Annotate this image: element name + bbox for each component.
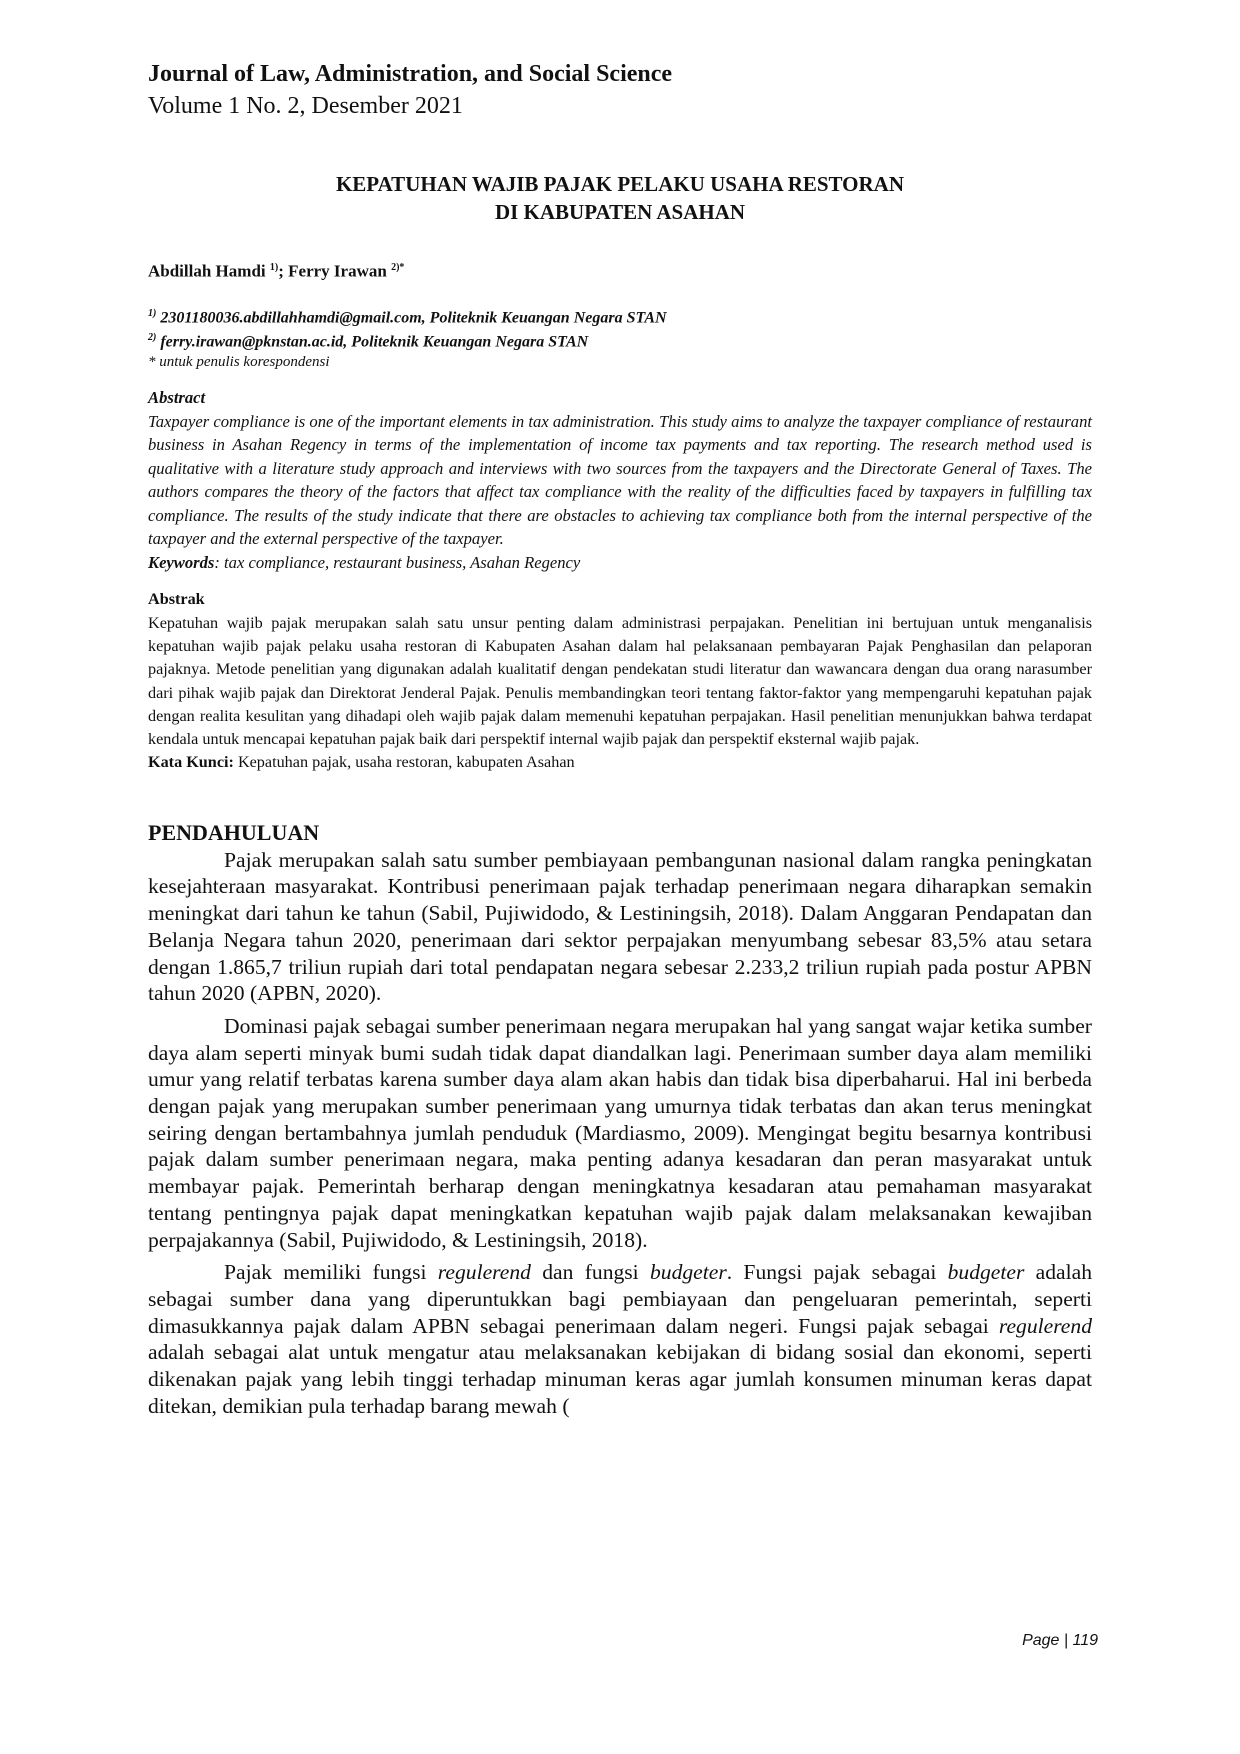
text-run: Pajak memiliki fungsi: [224, 1260, 438, 1285]
paper-title-line-1: KEPATUHAN WAJIB PAJAK PELAKU USAHA RESTORAN: [335, 172, 905, 196]
affiliation-mark: 1): [148, 307, 157, 319]
body-paragraph-2: Dominasi pajak sebagai sumber penerimaan negara merupakan hal yang sangat wajar ketika sumber daya alam seperti minyak bumi sudah tidak dapat diandalkan lagi. Penerimaan sumber daya alam memiliki umur yang relatif terbatas karena sumber daya alam akan habis dan tidak bisa diperbaharui. Hal ini berbeda dengan pajak yang merupakan sumber penerimaan yang umurnya tidak terbatas dan akan terus meningkat seiring dengan bertambahnya jumlah penduduk (Mardiasmo, 2009). Mengingat begitu besarnya kontribusi pajak dalam sumber penerimaan negara, maka penting adanya kesadaran dan peran masyarakat untuk membayar pajak. Pemerintah berharap dengan meningkatnya kesadaran atau pemahaman masyarakat tentang pentingnya pajak dapat meningkatkan kepatuhan wajib pajak dalam melaksanakan kewajiban perpajakannya (Sabil, Pujiwidodo, & Lestiningsih, 2018).: [148, 1013, 1092, 1252]
author-affiliation-mark: 1): [269, 262, 279, 273]
journal-title: Journal of Law, Administration, and Social Science: [148, 61, 673, 87]
italic-term: regulerend: [437, 1260, 531, 1285]
italic-term: regulerend: [998, 1313, 1092, 1338]
keywords-line: [148, 551, 1092, 575]
author-separator: ;: [278, 261, 289, 281]
abstract-body: Taxpayer compliance is one of the important elements in tax administration. This study aims to analyze the taxpayer compliance of restaurant business in Asahan Regency in terms of the implementation of income tax payments and tax reporting. The research method used is qualitative with a literature study approach and interviews with two sources from the taxpayers and the Directorate General of Taxes. The authors compares the theory of the factors that affect tax compliance with the reality of the difficulties faced by taxpayers in fulfilling tax compliance. The results of the study indicate that there are obstacles to achieving tax compliance both from the internal perspective of the taxpayer and the external perspective of the taxpayer.: [148, 411, 1092, 549]
abstrak-body: Kepatuhan wajib pajak merupakan salah satu unsur penting dalam administrasi perpajakan. Penelitian ini bertujuan untuk menganalisis kepatuhan wajib pajak pelaku usaha restoran di Kabupaten Asahan dalam hal pelaksanaan pembayaran Pajak Penghasilan dan pelaporan pajaknya. Metode penelitian yang digunakan adalah kualitatif dengan pendekatan studi literatur dan wawancara dengan dua orang narasumber dari pihak wajib pajak dan Direktorat Jenderal Pajak. Penulis membandingkan teori tentang faktor-faktor yang mempengaruhi kepatuhan pajak dengan realita kesulitan yang dihadapi oleh wajib pajak dalam memenuhi kepatuhan perpajakan. Hasil penelitian menunjukkan bahwa terdapat kendala untuk mencapai kepatuhan pajak baik dari perspektif internal wajib pajak dan perspektif eksternal wajib pajak.: [148, 613, 1092, 749]
author-name: Ferry Irawan: [288, 261, 387, 281]
abstract-english: [148, 386, 1092, 574]
author-list: [148, 256, 1092, 284]
paper-title-line-2: DI KABUPATEN ASAHAN: [494, 200, 746, 224]
affiliation-text: ferry.irawan@pknstan.ac.id, Politeknik Keuangan Negara STAN: [160, 333, 589, 351]
paper-title: [148, 170, 1092, 226]
corresponding-author-note: * untuk penulis korespondensi: [148, 354, 330, 371]
text-run: . Fungsi pajak sebagai: [726, 1260, 948, 1285]
abstract-indonesian: [148, 588, 1092, 774]
page-number: Page | 119: [1022, 1632, 1098, 1649]
italic-term: budgeter: [947, 1260, 1025, 1285]
section-heading: PENDAHULUAN: [148, 819, 320, 845]
abstrak-heading: Abstrak: [148, 590, 205, 609]
abstract-heading: Abstract: [148, 388, 206, 408]
keywords-text: : tax compliance, restaurant business, Asahan Regency: [214, 552, 581, 572]
kata-kunci-label: Kata Kunci:: [148, 753, 234, 772]
affiliations: [148, 304, 1092, 373]
kata-kunci-text: Kepatuhan pajak, usaha restoran, kabupaten Asahan: [233, 753, 575, 772]
text-run: adalah sebagai sumber dana yang diperuntukkan bagi pembiayaan dan pengeluaran pemerintah, seperti dimasukkannya pajak dalam APBN sebagai penerimaan dalam negeri. Fungsi pajak sebagai: [148, 1260, 1093, 1338]
section-body: [148, 847, 1092, 1420]
body-paragraph-1: Pajak merupakan salah satu sumber pembiayaan pembangunan nasional dalam rangka peningkatan kesejahteraan masyarakat. Kontribusi penerimaan pajak terhadap penerimaan negara diharapkan semakin meningkat dari tahun ke tahun (Sabil, Pujiwidodo, & Lestiningsih, 2018). Dalam Anggaran Pendapatan dan Belanja Negara tahun 2020, penerimaan dari sektor perpajakan menyumbang sebesar 83,5% atau setara dengan 1.865,7 triliun rupiah dari total pendapatan negara sebesar 2.233,2 triliun rupiah pada postur APBN tahun 2020 (APBN, 2020).: [148, 847, 1092, 1006]
affiliation-mark: 2): [148, 331, 157, 343]
author-name: Abdillah Hamdi: [148, 261, 266, 281]
keywords-label: Keywords: [148, 552, 215, 572]
italic-term: budgeter: [649, 1260, 727, 1285]
affiliation-text: 2301180036.abdillahhamdi@gmail.com, Politeknik Keuangan Negara STAN: [160, 308, 667, 326]
affiliation-1: [148, 304, 1092, 328]
author-affiliation-mark: 2)*: [391, 262, 405, 273]
text-run: adalah sebagai alat untuk mengatur atau melaksanakan kebijakan di bidang sosial dan ekonomi, seperti dikenakan pajak yang lebih tinggi terhadap minuman keras agar jumlah konsumen minuman keras dapat ditekan, demikian pula terhadap barang mewah (: [148, 1340, 1092, 1418]
kata-kunci-line: [148, 753, 575, 771]
body-paragraph-3: [148, 1259, 1092, 1419]
text-run: dan fungsi: [530, 1260, 650, 1285]
journal-volume: Volume 1 No. 2, Desember 2021: [148, 93, 463, 119]
affiliation-2: [148, 328, 1092, 352]
